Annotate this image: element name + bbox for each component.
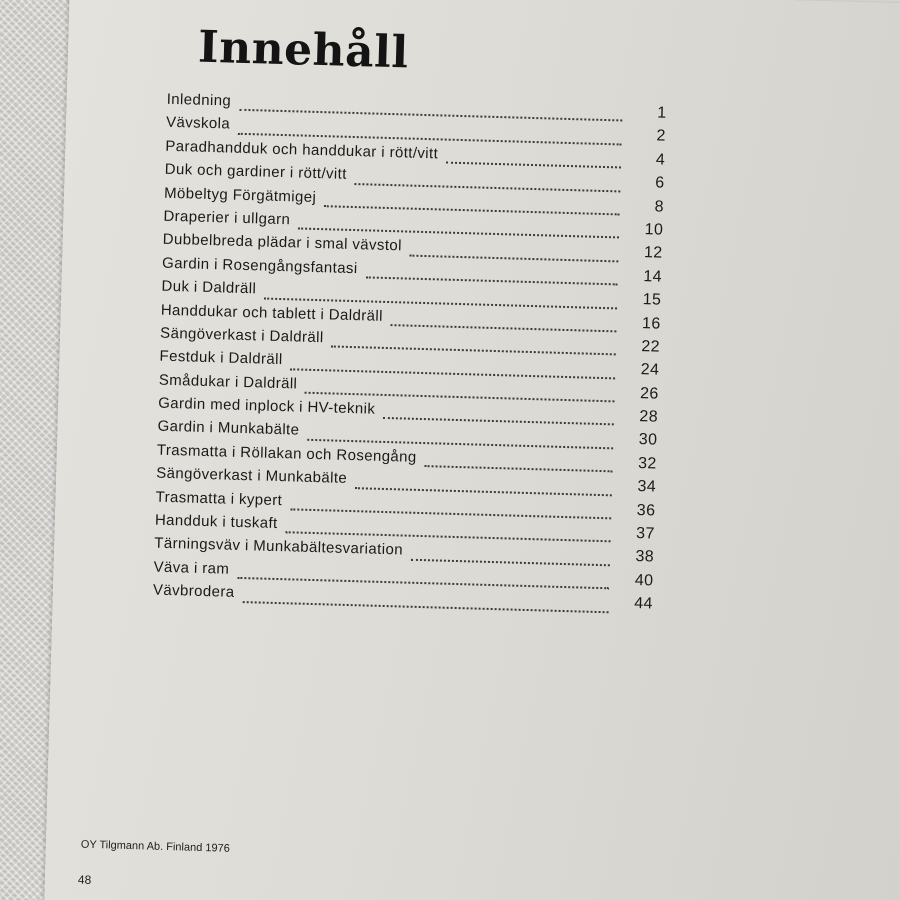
toc-entry-title: Inledning	[166, 90, 232, 110]
toc-entry-title: Väva i ram	[153, 558, 230, 578]
toc-entry-title: Handdukar och tablett i Daldräll	[160, 301, 384, 325]
toc-entry-title: Gardin i Munkabälte	[157, 418, 300, 440]
toc-entry-page: 40	[634, 571, 654, 590]
toc-entry-title: Möbeltyg Förgätmigej	[163, 184, 317, 206]
toc-entry-title: Gardin med inplock i HV-teknik	[157, 394, 376, 418]
page-number: 48	[77, 872, 92, 887]
toc-entry-title: Sängöverkast i Munkabälte	[156, 464, 348, 488]
toc-entry-page: 26	[639, 384, 659, 403]
toc-entry-page: 2	[656, 127, 667, 146]
toc-entry-title: Festduk i Daldräll	[159, 347, 283, 369]
toc-entry-page: 16	[641, 314, 661, 333]
toc-entry-page: 24	[640, 361, 660, 379]
toc-entry-page: 1	[656, 104, 667, 122]
dot-leader	[410, 254, 619, 262]
book-page	[43, 0, 900, 900]
toc-entry-title: Sängöverkast i Daldräll	[159, 324, 324, 347]
toc-entry-page: 14	[643, 267, 663, 286]
toc-entry-page: 28	[639, 408, 659, 426]
toc-entry-page: 37	[635, 525, 655, 543]
dot-leader	[411, 559, 610, 567]
toc-entry-page: 38	[635, 548, 655, 566]
toc-entry-page: 6	[655, 174, 665, 192]
table-of-contents	[153, 91, 667, 619]
toc-entry-title: Duk i Daldräll	[161, 277, 257, 298]
toc-entry-title: Vävbrodera	[152, 581, 235, 602]
toc-entry-title: Trasmatta i Röllakan och Rosengång	[156, 441, 417, 466]
imprint: OY Tilgmann Ab. Finland 1976	[80, 838, 230, 855]
dot-leader	[242, 601, 608, 613]
toc-entry-title: Tärningsväv i Munkabältesvariation	[154, 534, 404, 559]
toc-entry-page: 36	[636, 501, 656, 520]
toc-entry-page: 15	[642, 291, 662, 309]
toc-entry-page: 22	[641, 338, 661, 356]
toc-entry-title: Draperier i ullgarn	[163, 207, 291, 229]
toc-entry-page: 4	[655, 151, 666, 169]
toc-entry-page: 34	[637, 478, 657, 496]
page-title: Innehåll	[197, 21, 410, 79]
toc-entry-title: Vävskola	[165, 114, 231, 133]
dot-leader	[424, 465, 612, 472]
toc-entry-title: Dubbelbreda plädar i smal vävstol	[162, 231, 403, 255]
toc-entry-title: Gardin i Rosengångsfantasi	[161, 254, 358, 277]
toc-entry-title: Smådukar i Daldräll	[158, 371, 298, 393]
toc-entry-page: 10	[644, 221, 664, 239]
toc-entry-page: 12	[643, 244, 663, 262]
toc-entry-page: 8	[654, 197, 665, 216]
toc-entry-page: 44	[633, 595, 654, 613]
dot-leader	[446, 162, 621, 169]
toc-entry-title: Paradhandduk och handdukar i rött/vitt	[165, 137, 439, 163]
toc-entry-title: Duk och gardiner i rött/vitt	[164, 160, 348, 183]
toc-entry-title: Trasmatta i kypert	[155, 488, 283, 509]
toc-entry-page: 32	[637, 454, 657, 473]
toc-entry-title: Handduk i tuskaft	[154, 511, 278, 533]
toc-entry-page: 30	[638, 431, 658, 450]
